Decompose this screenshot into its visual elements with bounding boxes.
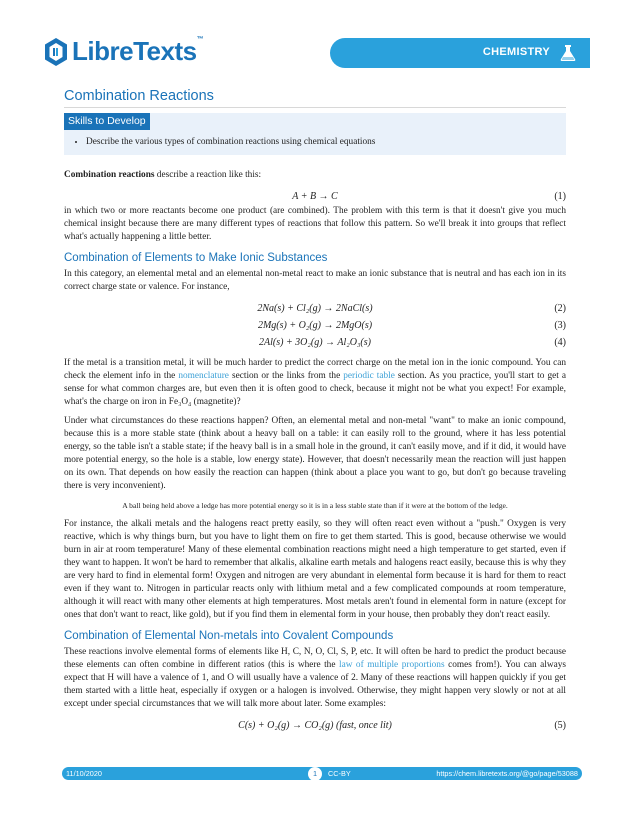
intro-rest: describe a reaction like this:	[154, 170, 262, 180]
libretexts-logo-icon	[44, 37, 68, 67]
section-2-heading: Combination of Elemental Non-metals into Covalent Compounds	[64, 630, 394, 642]
equation-3	[64, 317, 566, 334]
equation-4-number: (4)	[554, 337, 566, 348]
equation-5-expr: C(s) + O₂(g) → CO₂(g) (fast, once lit)	[238, 720, 392, 731]
section-1-heading: Combination of Elements to Make Ionic Substances	[64, 252, 328, 264]
footer-license: CC-BY	[328, 769, 351, 778]
equation-1	[64, 188, 566, 205]
equation-2	[64, 300, 566, 317]
equation-2-number: (2)	[554, 303, 566, 314]
periodic-table-link[interactable]: periodic table	[343, 371, 395, 381]
equation-4-expr: 2Al(s) + 3O₂(g) → Al₂O₃(s)	[259, 337, 371, 348]
equation-3-expr: 2Mg(s) + O₂(g) → 2MgO(s)	[257, 320, 373, 331]
equation-1-expr: A + B → C	[292, 191, 338, 202]
equation-5-number: (5)	[554, 720, 566, 731]
equation-3-number: (3)	[554, 320, 566, 331]
intro-bold: Combination reactions	[64, 170, 155, 180]
section-1-paragraph-3: Under what circumstances do these reactions happen? Often, an elemental metal and non-metal "want" to make an ionic compound, because this is a more stable state (think about a heavy ball on a table: it can easily roll to the ground, where it has less potential energy, so the table isn't a stable state; if the heavy ball is in a small hole in the ground, it can't easily move, and if it did, it would have more potential energy, so the hole is a stable, low energy state). However, that doesn't necessarily mean the reaction will just happen on its own. That depends on how easily the reaction can happen (think about a place you want to go, but don't go because traveling there is very inconvenient).	[64, 416, 566, 491]
equation-2-expr: 2Na(s) + Cl₂(g) → 2NaCl(s)	[257, 303, 373, 314]
paragraph-1: in which two or more reactants become one product (are combined). The problem with this term is that it doesn't give you much chemical insight because there are many different types of reactions that follow this pattern. So we'll break it into groups that reflect what's actually happening a little better.	[64, 206, 566, 242]
equation-4	[64, 334, 566, 351]
section-1-paragraph-2: If the metal is a transition metal, it will be much harder to predict the correct charge on the metal ion in the ionic compound. You can check the element info in the nomenclature section or the links from the periodic table section. As you practice, you'll start to get a sense for what common charges are, but even then it is often good to check, because it might not be what you expect! For example, what's the charge on iron in Fe₃O₄ (magnetite)?	[64, 358, 567, 407]
flask-icon	[558, 43, 578, 63]
section-1-paragraph-4: For instance, the alkali metals and the halogens react pretty easily, so they will often react even without a "push." Oxygen is very reactive, which is why things burn, but you have to light them on fire to get them started. This is good, because otherwise we would burn in air at room temperature! Many of these elemental combination reactions might need a high temperature to get started, even if they want to happen. It won't be hard to remember that alkalis, alkaline earth metals and halogens react easily, because this is why they are very hard to find in elemental form! Oxygen and nitrogen are very abundant in elemental form because it is hard for them to react even if they want to. Nitrogen in particular reacts only with lithium metal and a few complicated compounds at room temperature, although it will react with many other elements at high temperatures. Most metals aren't found in elemental form in nature (except for ones that don't want to react, like gold), but if you find them in elemental form in your house, then probably they don't react easily.	[64, 519, 566, 620]
equation-5	[64, 717, 566, 734]
skills-box	[64, 113, 566, 155]
multiple-proportions-link[interactable]: law of multiple proportions	[338, 660, 445, 670]
footer-date: 11/10/2020	[66, 769, 102, 778]
logo-text: LibreTexts™	[72, 36, 204, 66]
skills-list	[64, 136, 566, 149]
intro-paragraph	[64, 169, 566, 182]
footer-page-number: 1	[308, 767, 322, 781]
figure-caption: A ball being held above a ledge has more potential energy so it is in a less stable state than if it were at the bottom of the ledge.	[122, 501, 508, 510]
page-title: Combination Reactions	[64, 90, 566, 108]
section-1-paragraph-1: In this category, an elemental metal and an elemental non-metal react to make an ionic substance that is neutral and has each ion in its correct charge state or valence. For instance,	[64, 269, 566, 292]
page-header	[0, 0, 630, 72]
footer-url[interactable]: https://chem.libretexts.org/@go/page/53088	[436, 769, 578, 778]
skills-item: • Describe the various types of combination reactions using chemical equations	[86, 136, 566, 149]
section-2-paragraph-1: These reactions involve elemental forms of elements like H, C, N, O, Cl, S, P, etc. It will often be hard to predict the product because these elements can often combine in different ratios (this is where the law of multiple proportions comes from!). You can always expect that H will have a valence of 1, and O will usually have a valence of 2. Many of these reactions will happen quickly if you get them started with a little heat, especially if oxygen or a halogen is involved. Otherwise, they might happen very slowly or not at all except under special circumstances that we will talk more about later. Some examples:	[64, 647, 566, 709]
nomenclature-link[interactable]: nomenclature	[178, 371, 229, 381]
skills-title: Skills to Develop	[64, 113, 150, 130]
subject-banner	[330, 38, 590, 68]
libretexts-logo[interactable]	[44, 36, 203, 67]
subject-label: CHEMISTRY	[482, 46, 550, 58]
equation-1-number: (1)	[554, 191, 566, 202]
main-content	[64, 90, 566, 734]
